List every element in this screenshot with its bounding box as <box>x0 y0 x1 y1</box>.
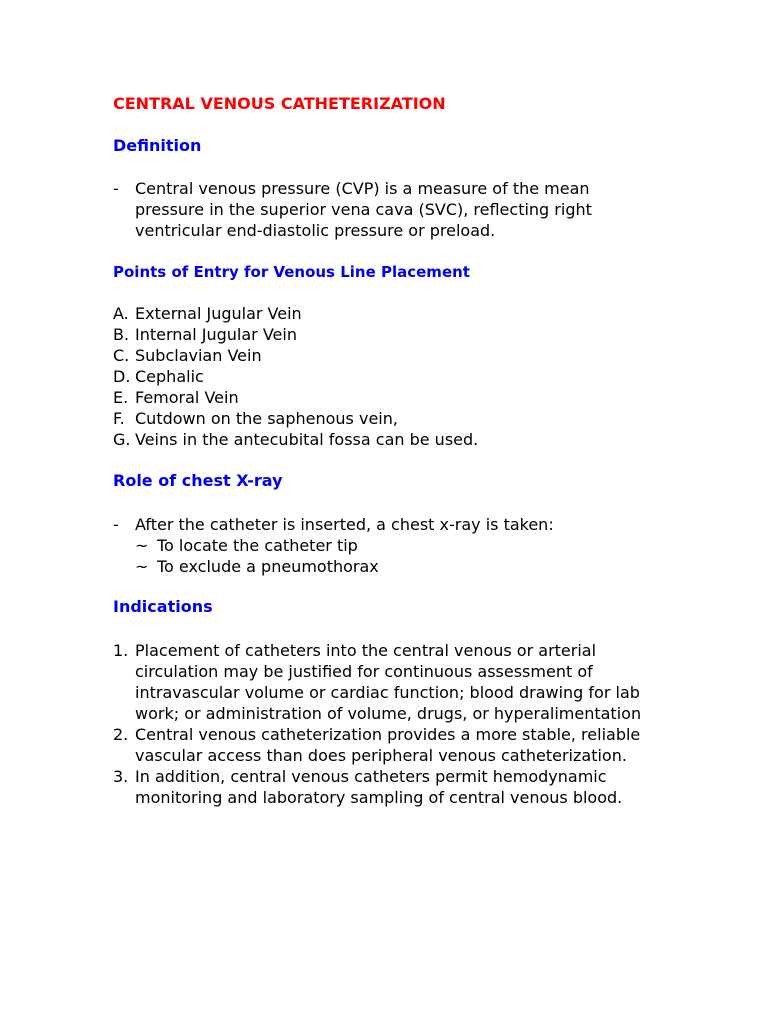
definition-block <box>113 178 653 241</box>
list-marker: C. <box>113 346 130 365</box>
list-item <box>113 345 693 366</box>
list-marker: F. <box>113 409 125 428</box>
list-item <box>113 640 658 724</box>
document-title: CENTRAL VENOUS CATHETERIZATION <box>113 94 446 113</box>
list-item <box>113 408 693 429</box>
list-item-text: Femoral Vein <box>135 388 239 407</box>
tilde-marker: ~ <box>135 557 149 576</box>
list-marker: 3. <box>113 767 129 786</box>
list-item-text: In addition, central venous catheters permit hemodynamic monitoring and laboratory sampling of central venous blood. <box>135 767 623 807</box>
tilde-marker: ~ <box>135 536 149 555</box>
xray-subitem-text: To locate the catheter tip <box>157 536 358 555</box>
list-marker: 1. <box>113 641 129 660</box>
xray-subitem <box>113 535 693 556</box>
list-marker: A. <box>113 304 129 323</box>
definition-item <box>113 178 653 241</box>
indications-heading: Indications <box>113 597 213 616</box>
list-item-text: Placement of catheters into the central venous or arterial circulation may be justified for continuous assessment of intravascular volume or cardiac function; blood drawing for lab work; or administration of volume, drugs, or hyperalimentation <box>135 641 642 723</box>
list-item-text: External Jugular Vein <box>135 304 302 323</box>
dash-marker: - <box>113 515 119 534</box>
list-item-text: Cephalic <box>135 367 204 386</box>
list-marker: B. <box>113 325 130 344</box>
definition-heading: Definition <box>113 136 202 155</box>
xray-block <box>113 514 693 577</box>
list-item-text: Subclavian Vein <box>135 346 262 365</box>
list-item-text: Veins in the antecubital fossa can be used. <box>135 430 479 449</box>
xray-heading: Role of chest X-ray <box>113 471 283 490</box>
xray-text: After the catheter is inserted, a chest x-ray is taken: <box>135 515 554 534</box>
definition-text: Central venous pressure (CVP) is a measure of the mean pressure in the superior vena cava (SVC), reflecting right ventricular end-diastolic pressure or preload. <box>135 179 592 240</box>
entry-heading: Points of Entry for Venous Line Placement <box>113 263 470 281</box>
xray-subitem <box>113 556 693 577</box>
xray-subitem-text: To exclude a pneumothorax <box>157 557 379 576</box>
list-marker: E. <box>113 388 129 407</box>
list-item <box>113 724 658 766</box>
list-marker: D. <box>113 367 131 386</box>
list-item-text: Cutdown on the saphenous vein, <box>135 409 398 428</box>
indications-list <box>113 640 658 808</box>
entry-list <box>113 303 693 450</box>
xray-item <box>113 514 693 535</box>
list-marker: G. <box>113 430 131 449</box>
list-item <box>113 303 693 324</box>
list-item-text: Central venous catheterization provides a more stable, reliable vascular access than does peripheral venous catheterization. <box>135 725 641 765</box>
list-item-text: Internal Jugular Vein <box>135 325 297 344</box>
list-item <box>113 387 693 408</box>
list-item <box>113 429 693 450</box>
list-item <box>113 324 693 345</box>
dash-marker: - <box>113 179 119 198</box>
list-item <box>113 366 693 387</box>
list-marker: 2. <box>113 725 129 744</box>
list-item <box>113 766 658 808</box>
